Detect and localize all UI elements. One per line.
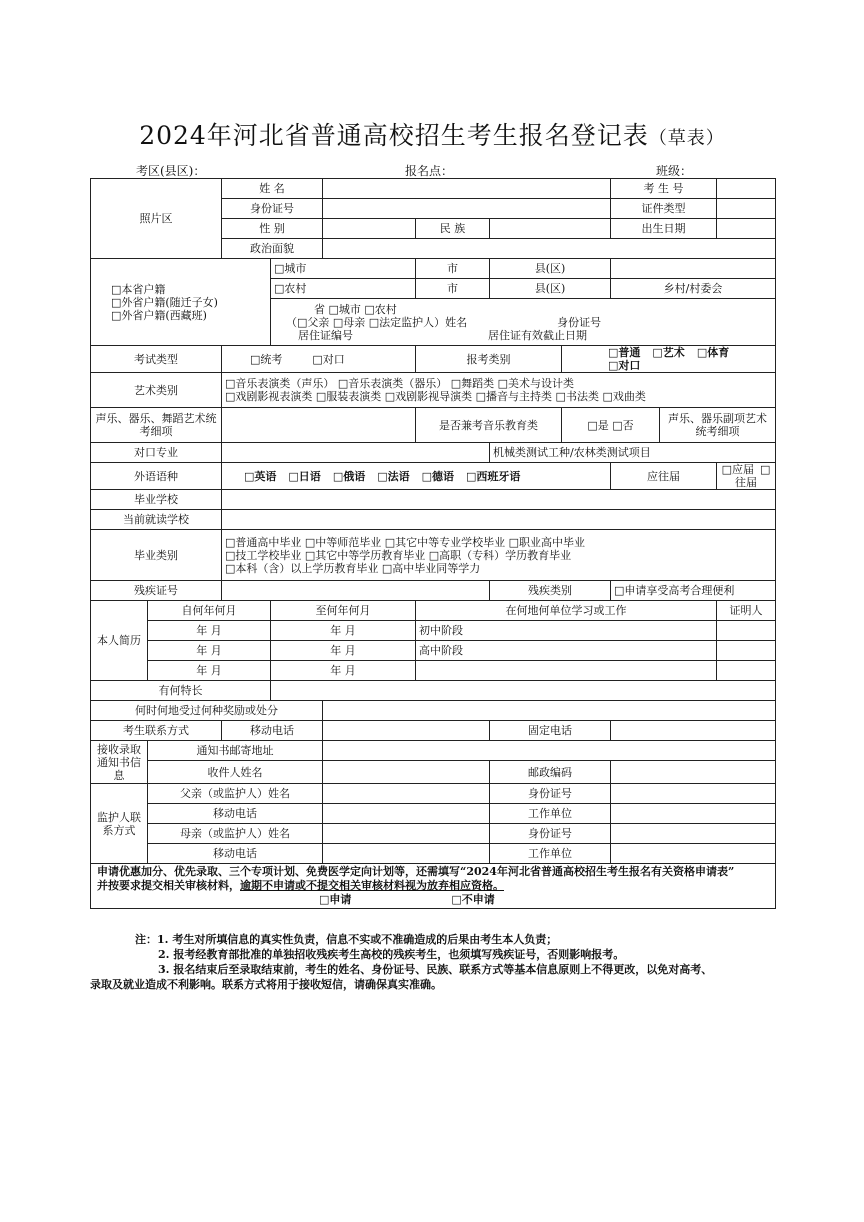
guardian-label: 监护人联系方式 [91,784,148,864]
hukou-city-field[interactable] [611,259,776,279]
hukou-city[interactable]: □城市 [271,259,416,279]
mother-id-field[interactable] [611,824,776,844]
disability-apply-option[interactable]: □申请享受高考合理便利 [611,581,776,601]
class-label: 班级： [656,164,693,178]
note-3: 3. 报名结束后至录取结束前，考生的姓名、身份证号、民族、联系方式等基本信息原则上不得更改，以免对高考、 [158,963,713,976]
contact-label: 考生联系方式 [91,721,222,741]
awards-label: 何时何地受过何种奖励或处分 [91,701,323,721]
city-unit-2: 市 [416,279,490,299]
also-music-label: 是否兼考音乐教育类 [416,408,562,443]
disability-cert-field[interactable] [222,581,490,601]
language-label: 外语语种 [91,463,222,490]
village-unit: 乡村/村委会 [611,279,776,299]
resume-witness-1[interactable] [717,621,776,641]
resume-where-header: 在何地何单位学习或工作 [416,601,717,621]
talent-label: 有何特长 [91,681,271,701]
father-work-label: 工作单位 [490,804,611,824]
photo-area[interactable]: 照片区 [91,179,222,259]
father-id-field[interactable] [611,784,776,804]
exam-no-label: 考 生 号 [611,179,717,199]
resume-where-3[interactable] [416,661,717,681]
political-field[interactable] [323,239,776,259]
duikou-major-field[interactable] [222,443,490,463]
vice-detail-label: 声乐、器乐副项艺术统考细项 [660,408,776,443]
contact-fixed-field[interactable] [611,721,776,741]
resume-to-1[interactable]: 年 月 [271,621,416,641]
id-no-field[interactable] [323,199,611,219]
grad-status-options[interactable]: □应届 □往届 [717,463,776,490]
father-name-label: 父亲（或监护人）姓名 [148,784,323,804]
current-school-field[interactable] [222,510,776,530]
birth-field[interactable] [717,219,776,239]
gender-field[interactable] [323,219,416,239]
cert-type-field[interactable] [717,199,776,219]
disability-category-label: 残疾类别 [490,581,611,601]
recipient-field[interactable] [323,761,490,784]
resume-label: 本人简历 [91,601,148,681]
music-detail-label: 声乐、器乐、舞蹈艺术统考细项 [91,408,222,443]
art-options[interactable]: □音乐表演类（声乐） □音乐表演类（器乐） □舞蹈类 □美术与设计类 □戏剧影视表演类 □服装表演类 □戏剧影视导演类 □播音与主持类 □书法类 □戏曲类 [222,373,776,408]
disability-cert-label: 残疾证号 [91,581,222,601]
apply-no-option[interactable]: □不申请 [451,893,495,906]
grad-type-options[interactable]: □普通高中毕业 □中等师范毕业 □其它中等专业学校毕业 □职业高中毕业 □技工学校毕业 □其它中等学历教育毕业 □高职（专科）学历教育毕业 □本科（含）以上学历教育毕业 □高中毕业同等学力 [222,530,776,581]
county-unit: 县(区) [490,259,611,279]
name-label: 姓 名 [222,179,323,199]
resume-from-2[interactable]: 年 月 [148,641,271,661]
contact-fixed-label: 固定电话 [490,721,611,741]
birth-label: 出生日期 [611,219,717,239]
resume-where-2[interactable]: 高中阶段 [416,641,717,661]
form-title [0,116,864,152]
category-options[interactable]: □普通 □艺术 □体育□对口 [562,346,776,373]
cert-type-label: 证件类型 [611,199,717,219]
awards-field[interactable] [323,701,776,721]
grad-school-label: 毕业学校 [91,490,222,510]
mother-work-label: 工作单位 [490,844,611,864]
resume-from-header: 自何年何月 [148,601,271,621]
contact-mobile-label: 移动电话 [222,721,323,741]
contact-mobile-field[interactable] [323,721,490,741]
mother-mobile-label: 移动电话 [148,844,323,864]
resume-witness-header: 证明人 [717,601,776,621]
resume-witness-2[interactable] [717,641,776,661]
political-label: 政治面貌 [222,239,323,259]
reg-point-label: 报名点： [405,164,454,178]
resume-from-3[interactable]: 年 月 [148,661,271,681]
grad-type-label: 毕业类别 [91,530,222,581]
talent-field[interactable] [271,681,776,701]
resume-witness-3[interactable] [717,661,776,681]
apply-yes-option[interactable]: □申请 [319,893,352,906]
gender-label: 性 别 [222,219,323,239]
mother-id-label: 身份证号 [490,824,611,844]
current-school-label: 当前就读学校 [91,510,222,530]
note-2: 2. 报考经教育部批准的单独招收残疾考生高校的残疾考生，也须填写残疾证号，否则影响报考。 [158,948,625,961]
father-name-field[interactable] [323,784,490,804]
mother-name-label: 母亲（或监护人）姓名 [148,824,323,844]
hukou-options[interactable]: □本省户籍 □外省户籍(随迁子女) □外省户籍(西藏班) [91,259,271,346]
notice-address-field[interactable] [323,741,776,761]
duikou-major-label: 对口专业 [91,443,222,463]
exam-type-options[interactable]: □统考 □对口 [222,346,416,373]
residence-permit-block[interactable]: 省 □城市 □农村 （□父亲 □母亲 □法定监护人）姓名 身份证号 居住证编号 居住证有效截止日期 [271,299,776,346]
postcode-field[interactable] [611,761,776,784]
mother-work-field[interactable] [611,844,776,864]
grad-status-label: 应往届 [611,463,717,490]
title-suffix: （草表） [648,128,725,149]
exam-type-label: 考试类型 [91,346,222,373]
recipient-label: 收件人姓名 [148,761,323,784]
title-main: 2024年河北省普通高校招生考生报名登记表 [139,121,649,150]
ethnicity-field[interactable] [490,219,611,239]
father-id-label: 身份证号 [490,784,611,804]
postcode-label: 邮政编码 [490,761,611,784]
notice-label: 接收录取通知书信息 [91,741,148,784]
resume-to-header: 至何年何月 [271,601,416,621]
county-unit-2: 县(区) [490,279,611,299]
city-unit: 市 [416,259,490,279]
also-music-options[interactable]: □是 □否 [562,408,660,443]
exam-no-field[interactable] [717,179,776,199]
note-3-cont: 录取及就业造成不利影响。联系方式将用于接收短信，请确保真实准确。 [90,978,442,991]
hukou-rural[interactable]: □农村 [271,279,416,299]
art-label: 艺术类别 [91,373,222,408]
resume-from-1[interactable]: 年 月 [148,621,271,641]
resume-to-3[interactable]: 年 月 [271,661,416,681]
duikou-test-label: 机械类测试工种/农林类测试项目 [490,443,776,463]
mother-mobile-field[interactable] [323,844,490,864]
category-label: 报考类别 [416,346,562,373]
father-mobile-field[interactable] [323,804,490,824]
father-work-field[interactable] [611,804,776,824]
grad-school-field[interactable] [222,490,776,510]
music-detail-field[interactable] [222,408,416,443]
exam-area-label: 考区(县区)： [136,164,206,178]
resume-where-1[interactable]: 初中阶段 [416,621,717,641]
id-no-label: 身份证号 [222,199,323,219]
notice-address-label: 通知书邮寄地址 [148,741,323,761]
note-1: 注：1. 考生对所填信息的真实性负责，信息不实或不准确造成的后果由考生本人负责； [135,933,558,946]
father-mobile-label: 移动电话 [148,804,323,824]
notes-block [90,932,780,992]
qualification-apply-block: 申请优惠加分、优先录取、三个专项计划、免费医学定向计划等，还需填写“2024年河北省普通高校招生考生报名有关资格申请表” 并按要求提交相关审核材料，逾期不申请或不提交相关审核材料视为放弃相应资格。 □申请 □不申请 [91,864,776,909]
resume-to-2[interactable]: 年 月 [271,641,416,661]
registration-form [90,178,776,909]
name-field[interactable] [323,179,611,199]
language-options[interactable]: □英语 □日语 □俄语 □法语 □德语 □西班牙语 [222,463,611,490]
mother-name-field[interactable] [323,824,490,844]
ethnicity-label: 民 族 [416,219,490,239]
